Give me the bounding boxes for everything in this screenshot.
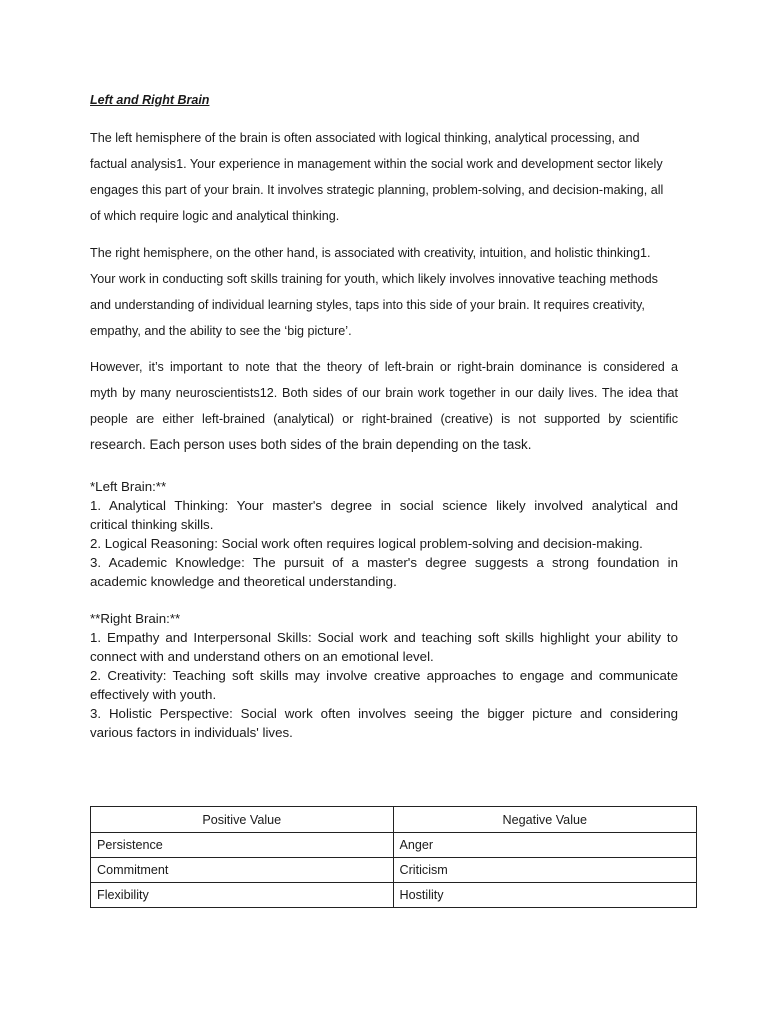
list-item: 1. Analytical Thinking: Your master's degree in social science likely involved analytical and bbox=[90, 498, 678, 513]
paragraph-line: The right hemisphere, on the other hand, is associated with creativity, intuition, and holistic thinking1. bbox=[90, 246, 651, 260]
list-heading-left-brain: *Left Brain:** bbox=[90, 479, 167, 494]
header-negative-value: Negative Value bbox=[393, 807, 696, 833]
header-positive-value: Positive Value bbox=[91, 807, 394, 833]
paragraph-line: empathy, and the ability to see the ‘big picture’. bbox=[90, 324, 352, 338]
paragraph-myth-note bbox=[90, 354, 678, 458]
paragraph-line: The left hemisphere of the brain is often associated with logical thinking, analytical processing, and bbox=[90, 131, 640, 145]
list-item: various factors in individuals' lives. bbox=[90, 725, 293, 740]
list-item: academic knowledge and theoretical understanding. bbox=[90, 574, 397, 589]
paragraph-line: and understanding of individual learning styles, taps into this side of your brain. It requires creativity, bbox=[90, 298, 645, 312]
table-row bbox=[91, 883, 697, 908]
paragraph-line: of which require logic and analytical thinking. bbox=[90, 209, 340, 223]
table-cell: Anger bbox=[393, 833, 696, 858]
right-brain-list bbox=[90, 609, 678, 742]
paragraph-line: engages this part of your brain. It involves strategic planning, problem-solving, and decision-making, all bbox=[90, 183, 664, 197]
table-cell: Persistence bbox=[91, 833, 394, 858]
table-cell: Criticism bbox=[393, 858, 696, 883]
paragraph-line: people are either left-brained (analytical) or right-brained (creative) is not supported by scientific bbox=[90, 412, 678, 426]
table-row bbox=[91, 858, 697, 883]
list-item: 2. Creativity: Teaching soft skills may involve creative approaches to engage and communicate bbox=[90, 668, 678, 683]
values-table bbox=[90, 806, 697, 908]
paragraph-right-hemisphere bbox=[90, 240, 678, 344]
table-cell: Commitment bbox=[91, 858, 394, 883]
document-heading: Left and Right Brain bbox=[90, 93, 210, 107]
list-item: 3. Academic Knowledge: The pursuit of a master's degree suggests a strong foundation in bbox=[90, 555, 678, 570]
table-cell: Hostility bbox=[393, 883, 696, 908]
table-header-row bbox=[91, 807, 697, 833]
list-item: critical thinking skills. bbox=[90, 517, 214, 532]
paragraph-line: However, it’s important to note that the theory of left-brain or right-brain dominance is considered a bbox=[90, 360, 678, 374]
table-row bbox=[91, 833, 697, 858]
list-item: 2. Logical Reasoning: Social work often requires logical problem-solving and decision-making. bbox=[90, 536, 643, 551]
paragraph-line: research. Each person uses both sides of the brain depending on the task. bbox=[90, 437, 532, 452]
paragraph-line: Your work in conducting soft skills training for youth, which likely involves innovative teaching methods bbox=[90, 272, 658, 286]
list-heading-right-brain: **Right Brain:** bbox=[90, 611, 181, 626]
list-item: 3. Holistic Perspective: Social work often involves seeing the bigger picture and considering bbox=[90, 706, 678, 721]
paragraph-line: myth by many neuroscientists12. Both sides of our brain work together in our daily lives. The idea that bbox=[90, 386, 678, 400]
table-cell: Flexibility bbox=[91, 883, 394, 908]
list-item: connect with and understand others on an emotional level. bbox=[90, 649, 434, 664]
paragraph-line: factual analysis1. Your experience in management within the social work and development sector likely bbox=[90, 157, 663, 171]
list-item: 1. Empathy and Interpersonal Skills: Social work and teaching soft skills highlight your ability to bbox=[90, 630, 678, 645]
paragraph-left-hemisphere bbox=[90, 125, 678, 229]
list-item: effectively with youth. bbox=[90, 687, 217, 702]
left-brain-list bbox=[90, 477, 678, 591]
